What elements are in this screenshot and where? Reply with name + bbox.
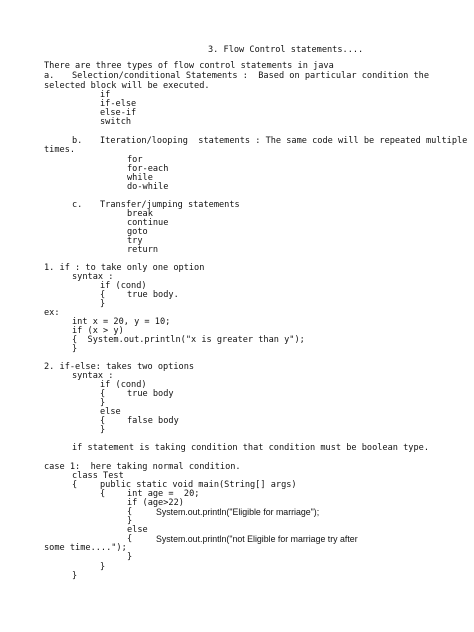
code-line: } [127,552,133,562]
code-line: true body. [127,290,179,300]
list-item: do-while [127,182,169,192]
example-label: ex: [44,308,60,318]
list-label-a: a. [44,71,55,81]
list-label-c: c. [72,200,83,210]
code-line: true body [127,389,174,399]
section-heading-if-else: 2. if-else: takes two options [44,362,195,372]
note-text: if statement is taking condition that condition must be boolean type. [72,443,429,453]
code-line: System.out.println("not Eligible for marriage try after [156,534,358,544]
code-line: } [100,299,106,309]
section-heading-if: 1. if : to take only one option [44,263,205,273]
code-line: { [100,389,106,399]
list-item: else-if [100,108,137,118]
code-line: else [127,525,148,535]
code-line: class Test [72,471,124,481]
code-line: { [100,489,106,499]
list-label-b: b. [72,136,83,146]
list-text-a-cont: selected block will be executed. [44,81,210,91]
code-line: if (x > y) [72,326,124,336]
code-line: } [100,425,106,435]
list-text-c: Transfer/jumping statements [100,200,240,210]
code-line: } [72,344,78,354]
code-line: { [100,416,106,426]
code-line: } [127,516,133,526]
list-item: try [127,236,143,246]
code-line: { [72,480,78,490]
list-item: if [100,90,111,100]
list-item: while [127,173,153,183]
list-item: return [127,245,159,255]
syntax-label: syntax : [72,371,114,381]
list-item: if-else [100,99,137,109]
code-line: else [100,407,121,417]
intro-line: There are three types of flow control statements in java [44,61,334,71]
document-title: 3. Flow Control statements.... [208,45,364,55]
code-line: { System.out.println("x is greater than y"); [72,335,305,345]
list-item: for [127,155,143,165]
list-text-b: Iteration/looping statements : The same code will be repeated multiple [100,136,468,146]
code-line: if (cond) [100,281,147,291]
code-line: if (cond) [100,380,147,390]
code-line: } [100,562,106,572]
code-line: int age = 20; [127,489,200,499]
code-line: int x = 20, y = 10; [72,317,171,327]
code-line: { [127,534,133,544]
code-line: System.out.println("Eligible for marriage"); [156,507,320,517]
list-item: continue [127,218,169,228]
code-line: } [100,398,106,408]
code-line: { [100,290,106,300]
code-line: { [127,507,133,517]
list-item: break [127,209,153,219]
code-line: public static void main(String[] args) [100,480,297,490]
list-item: for-each [127,164,169,174]
code-line: } [72,571,78,581]
code-line: if (age>22) [127,498,184,508]
code-line: some time...."); [44,543,127,553]
list-text-b-cont: times. [44,145,76,155]
list-text-a: Selection/conditional Statements : Based on particular condition the [72,71,429,81]
case-heading: case 1: here taking normal condition. [44,462,241,472]
list-item: goto [127,227,148,237]
syntax-label: syntax : [72,272,114,282]
code-line: false body [127,416,179,426]
list-item: switch [100,117,132,127]
